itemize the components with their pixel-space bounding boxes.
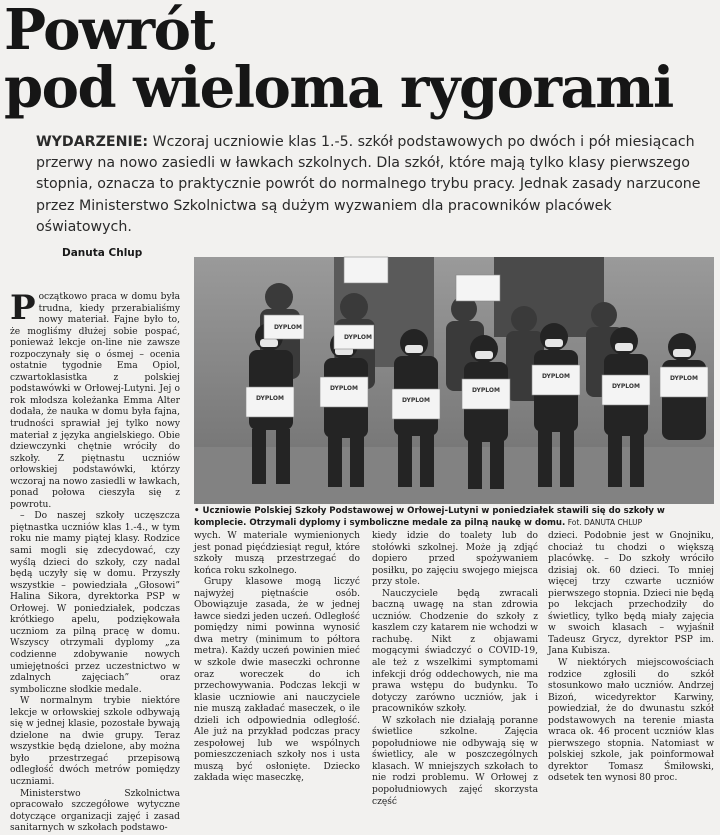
column-3-paragraph-2: Nauczyciele będą zwracali baczną uwagę na stan zdrowia uczniów. Chodzenie do szkoły z kaszlem czy katarem nie wchodzi w rachubę. Nikt z objawami mogącymi świadczyć o COVID-19, ale też z wszelkimi symptomami infekcji dróg oddechowych, nie ma prawa wstępu do budynku. To dotyczy zarówno uczniów, jak i pracowników szkoły.	[372, 588, 538, 715]
diploma-label: DYPLOM	[472, 387, 500, 394]
lead-kicker: WYDARZENIE:	[36, 134, 149, 150]
column-1-paragraph-4: Ministerstwo Szkolnictwa opracowało szczegółowe wytyczne dotyczące organizacji zajęć i zasad sanitarnych w szkołach podstawo-	[10, 788, 180, 834]
photo-credit: Fot. DANUTA CHLUP	[565, 518, 643, 527]
lead-paragraph	[36, 132, 708, 238]
column-3-paragraph-3: W szkołach nie działają poranne świetlice szkolne. Zajęcia popołudniowe nie odbywają się w świetlicy, ale w poszczególnych klasach. W mniejszych szkołach to nie rodzi problemu. W Orłowej z popołudniowych zajęć skorzysta część	[372, 715, 538, 807]
caption-text: Uczniowie Polskiej Szkoły Podstawowej w Orłowej-Lutyni w poniedziałek stawili się do szkoły w komplecie. Otrzymali dyplomy i symboliczne medale za pilną naukę w domu.	[194, 506, 665, 528]
article-photo	[194, 257, 714, 504]
photo-illustration	[194, 257, 714, 504]
diploma-label: DYPLOM	[542, 373, 570, 380]
diploma-label: DYPLOM	[670, 375, 698, 382]
drop-cap: P	[10, 288, 36, 328]
column-1-paragraph-1: Początkowo praca w domu była trudna, kiedy przerabialiśmy nowy materiał. Fajne było to, że mogliśmy dłużej sobie pospać, ponieważ lekcje on-line nie zawsze rozpoczynały się o ósmej – ocenia ostatnie tygodnie Ema Opiol, czwartoklasistka z polskiej podstawówki w Orłowej-Lutyni. Jej o rok młodsza koleżanka Emma Alter dodała, że nauka w domu była fajna, trudności sprawiał jej tylko nowy materiał z języka angielskiego. Obie dziewczynki chętnie wróciły do szkoły. Z piętnastu uczniów orłowskiej podstawówki, którzy wczoraj na nowo zasiedli w ławkach, ponad połowa cieszyła się z powrotu.	[10, 288, 180, 510]
caption-bullet: •	[194, 506, 200, 516]
diploma-label: DYPLOM	[330, 385, 358, 392]
diploma-label: DYPLOM	[256, 395, 284, 402]
column-1-paragraph-3: W normalnym trybie niektóre lekcje w orłowskiej szkole odbywają się w jednej klasie, pozostałe bywają dzielone na dwie grupy. Teraz wszystkie będą dzielone, aby można było przestrzegać przepisową odległość dwóch metrów pomiędzy uczniami.	[10, 696, 180, 787]
headline	[4, 0, 716, 121]
diploma-label: DYPLOM	[274, 324, 302, 331]
column-1-paragraph-2: – Do naszej szkoły uczęszcza piętnastka uczniów klas 1.-4., w tym roku nie mamy piątej klasy. Rodzice sami mogli się zdecydować, czy wyślą dzieci do szkoły, czy nadal będą uczyły się w domu. Przyszły wszystkie – powiedziała „Głosowi” Halina Sikora, dyrektorka PSP w Orłowej. W poniedziałek, podczas krótkiego apelu, podziękowała uczniom za pilną pracę w domu. Wszyscy otrzymali dyplomy „za codzienne zdobywanie nowych umiejętności przez uczestnictwo w zdalnych zajęciach” oraz symboliczne słodkie medale.	[10, 511, 180, 695]
diploma-label: DYPLOM	[344, 334, 372, 341]
article-column-3	[372, 531, 538, 807]
column-2-paragraph-1: wych. W materiale wymienionych jest ponad pięćdziesiąt reguł, które szkoły muszą przestrzegać do końca roku szkolnego.	[194, 531, 360, 576]
column-4-paragraph-2: W niektórych miejscowościach rodzice zgłosili do szkół stosunkowo mało uczniów. Andrzej Bizoń, wicedyrektor Karwiny, powiedział, że do dwunastu szkół podstawowych na terenie miasta wraca ok. 46 procent uczniów klas pierwszego stopnia. Natomiast w polskiej szkole, jak poinformował dyrektor Tomasz Śmiłowski, odsetek ten wynosi 80 proc.	[548, 658, 714, 784]
diploma-label: DYPLOM	[612, 383, 640, 390]
column-3-paragraph-1: kiedy idzie do toalety lub do stołówki szkolnej. Może ją zdjąć dopiero przed spożywaniem posiłku, po zajęciu swojego miejsca przy stole.	[372, 531, 538, 588]
headline-line-1: Powrót	[4, 0, 214, 63]
headline-line-2: pod wieloma rygorami	[4, 55, 673, 121]
byline: Danuta Chlup	[62, 247, 143, 259]
photo-caption	[194, 506, 714, 529]
article-column-2	[194, 531, 360, 784]
column-2-paragraph-2: Grupy klasowe mogą liczyć najwyżej piętnaście osób. Obowiązuje zasada, że w jednej ławce siedzi jeden uczeń. Odległość pomiędzy nimi powinna wynosić dwa metry (minimum to półtora metra). Każdy uczeń powinien mieć w szkole dwie maseczki ochronne oraz woreczek do ich przechowywania. Podczas lekcji w klasie uczniowie ani nauczyciele nie muszą zakładać maseczek, o ile dzieli ich odpowiednia odległość. Ale już na przykład podczas pracy zespołowej lub we wspólnych pomieszczeniach szkoły nos i usta muszą być osłonięte. Dziecko zakłada więc maseczkę,	[194, 577, 360, 784]
article-column-1	[10, 288, 180, 834]
diploma-label: DYPLOM	[402, 397, 430, 404]
lead-text: Wczoraj uczniowie klas 1.-5. szkół podstawowych po dwóch i pół miesiącach przerwy na nowo zasiedli w ławkach szkolnych. Dla szkół, które mają tylko klasy pierwszego stopnia, oznacza to praktycznie powrót do normalnego trybu pracy. Jednak zasady narzucone przez Ministerstwo Szkolnictwa są dużym wyzwaniem dla pracowników placówek oświatowych.	[36, 134, 701, 235]
column-4-paragraph-1: dzieci. Podobnie jest w Gnojniku, chociaż tu chodzi o większą placówkę. – Do szkoły wróciło dzisiaj ok. 60 dzieci. To mniej więcej trzy czwarte uczniów pierwszego stopnia. Dzieci nie będą po lekcjach przechodziły do świetlicy, tylko będą miały zajęcia w swoich klasach – wyjaśnił Tadeusz Grycz, dyrektor PSP im. Jana Kubisza.	[548, 531, 714, 657]
article-column-4	[548, 531, 714, 784]
